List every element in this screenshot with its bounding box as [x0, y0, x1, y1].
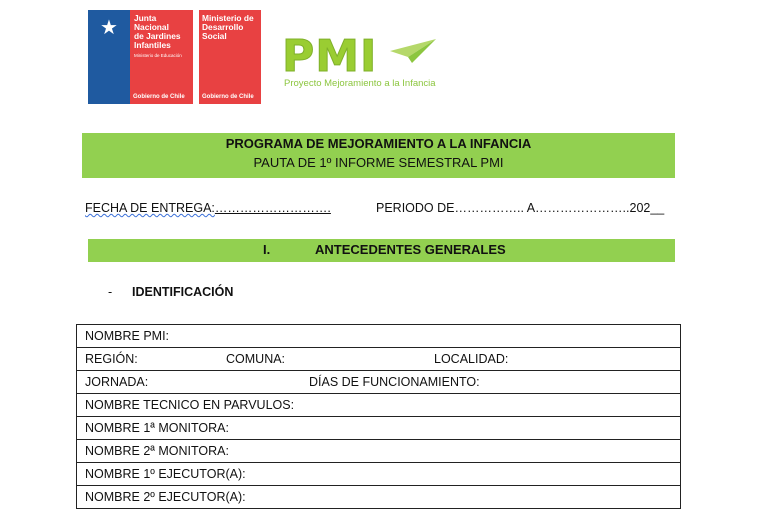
subsection-title: IDENTIFICACIÓN [132, 285, 234, 299]
nombre-pmi-label: NOMBRE PMI: [85, 329, 170, 343]
junji-logo-text [134, 14, 192, 60]
monitora2-label: NOMBRE 2ª MONITORA: [85, 444, 229, 458]
junji-line1: Junta Nacional [134, 13, 169, 32]
region-comuna-localidad-cell[interactable] [77, 348, 681, 371]
table-row [77, 440, 681, 463]
table-row [77, 348, 681, 371]
monitora1-cell[interactable] [77, 417, 681, 440]
pmi-tagline: Proyecto Mejoramiento a la Infancia [284, 78, 436, 89]
ministerio-footer: Gobierno de Chile [202, 94, 254, 100]
min-line2: Desarrollo [202, 22, 244, 32]
fecha-label: FECHA DE ENTREGA: [85, 201, 215, 215]
monitora1-label: NOMBRE 1ª MONITORA: [85, 421, 229, 435]
ministerio-logo [199, 10, 261, 104]
tecnico-cell[interactable] [77, 394, 681, 417]
pmi-wordmark: PMI [282, 31, 378, 82]
monitora2-cell[interactable] [77, 440, 681, 463]
table-row [77, 417, 681, 440]
junji-footer: Gobierno de Chile [133, 94, 185, 100]
fecha-entrega [85, 201, 331, 215]
pmi-logo [282, 31, 437, 95]
header-band [82, 133, 675, 178]
junji-sub: Ministerio de Educación [134, 53, 182, 58]
ejecutor1-cell[interactable] [77, 463, 681, 486]
table-row [77, 394, 681, 417]
section-band [88, 239, 675, 262]
identification-table [76, 324, 681, 509]
table-row [77, 325, 681, 348]
ejecutor2-label: NOMBRE 2º EJECUTOR(A): [85, 490, 246, 504]
min-line3: Social [202, 31, 227, 41]
paper-plane-icon [390, 37, 436, 63]
table-row [77, 486, 681, 509]
document-title: PROGRAMA DE MEJORAMIENTO A LA INFANCIA [225, 136, 532, 151]
junji-line2: de Jardines [134, 31, 181, 41]
document-subtitle: PAUTA DE 1º INFORME SEMESTRAL PMI [253, 155, 504, 170]
min-line1: Ministerio de [202, 13, 254, 23]
fecha-value: ………………………. [214, 201, 331, 215]
ejecutor2-cell[interactable] [77, 486, 681, 509]
junji-logo [88, 10, 193, 104]
table-row [77, 463, 681, 486]
table-row [77, 371, 681, 394]
star-icon: ★ [100, 17, 118, 39]
chile-flag-block [88, 10, 130, 104]
bullet: - [108, 285, 113, 299]
section-number: I. [263, 242, 271, 257]
junji-line3: Infantiles [134, 40, 171, 50]
ministerio-logo-text [202, 14, 254, 41]
nombre-pmi-cell[interactable] [77, 325, 681, 348]
jornada-cell[interactable] [77, 371, 681, 394]
ejecutor1-label: NOMBRE 1º EJECUTOR(A): [85, 467, 246, 481]
section-title: ANTECEDENTES GENERALES [315, 242, 506, 257]
dias-label: DÍAS DE FUNCIONAMIENTO: [309, 375, 480, 389]
jornada-label: JORNADA: [85, 375, 149, 389]
comuna-label: COMUNA: [226, 352, 286, 366]
region-label: REGIÓN: [85, 352, 138, 366]
tecnico-label: NOMBRE TECNICO EN PARVULOS: [85, 398, 295, 412]
periodo: PERIODO DE…………….. A…………………..202__ [376, 201, 665, 215]
localidad-label: LOCALIDAD: [434, 352, 509, 366]
